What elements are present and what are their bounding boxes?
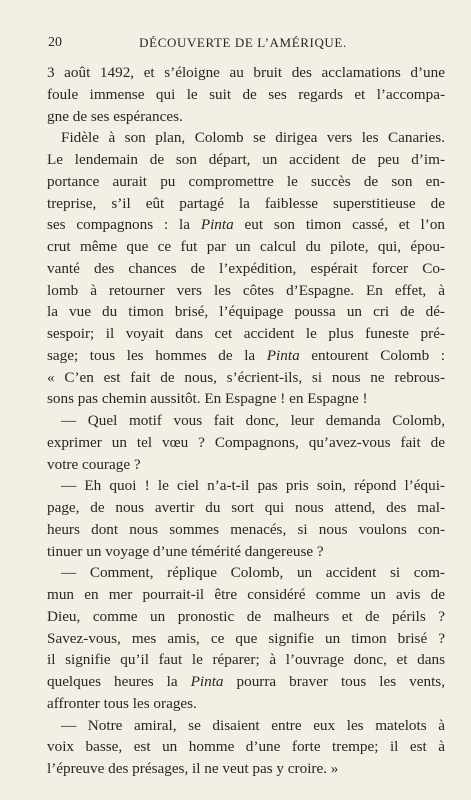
text-line: « C’en est fait de nous, s’écrient-ils, si nous ne rebrous- — [47, 368, 445, 386]
text-line: exprimer un tel vœu ? Compagnons, qu’avez-vous fait de — [47, 433, 445, 451]
text-line: sons pas chemin aussitôt. En Espagne ! en Espagne ! — [47, 390, 368, 408]
text-line: ses compagnons : la Pinta eut son timon cassé, et l’on — [47, 216, 445, 234]
text-line: Dieu, comme un pronostic de malheurs et de périls ? — [47, 607, 445, 625]
text-line: 3 août 1492, et s’éloigne au bruit des acclamations d’une — [47, 64, 445, 81]
text-line: heurs dont nous sommes menacés, si nous voulons con- — [47, 520, 445, 538]
text-line: crut même que ce fut par un calcul du pilote, qui, épou- — [47, 238, 445, 255]
text-line: treprise, s’il eût partagé la faiblesse superstitieuse de — [47, 194, 445, 212]
text-line: la vue du timon brisé, l’équipage poussa un cri de dé- — [47, 303, 445, 321]
text-line: mun en mer pourrait-il être considéré comme un avis de — [47, 586, 445, 603]
text-line: portance aurait pu compromettre le succès de son en- — [47, 172, 445, 190]
text-line: affronter tous les orages. — [47, 694, 197, 712]
text-line: votre courage ? — [47, 455, 141, 473]
text-line: Fidèle à son plan, Colomb se dirigea vers les Canaries. — [61, 129, 445, 147]
text-line: — Eh quoi ! le ciel n’a-t-il pas pris soin, répond l’équi- — [61, 477, 445, 495]
text-line: gne de ses espérances. — [47, 107, 183, 125]
text-line: — Comment, réplique Colomb, un accident si com- — [61, 564, 445, 582]
text-line: il signifie qu’il faut le réparer; à l’ouvrage donc, et dans — [47, 651, 445, 669]
text-line: quelques heures la Pinta pourra braver tous les vents, — [47, 673, 445, 690]
text-line: l’épreuve des présages, il ne veut pas y croire. » — [47, 760, 339, 777]
text-line: voix basse, est un homme d’une forte trempe; il est à — [47, 738, 445, 756]
text-line: tinuer un voyage d’une témérité dangereuse ? — [47, 542, 324, 560]
body-text — [47, 62, 445, 780]
text-line: sage; tous les hommes de la Pinta entourent Colomb : — [47, 346, 445, 364]
text-line: Savez-vous, mes amis, ce que signifie un timon brisé ? — [47, 629, 445, 647]
text-line: foule immense qui le suit de ses regards et l’accompa- — [47, 85, 445, 103]
page-number: 20 — [48, 35, 62, 50]
page-header — [38, 34, 448, 52]
running-title: DÉCOUVERTE DE L’AMÉRIQUE. — [139, 35, 347, 50]
text-line: — Quel motif vous fait donc, leur demanda Colomb, — [61, 412, 445, 429]
text-line: sespoir; il voyait dans cet accident le plus funeste pré- — [47, 325, 445, 342]
text-line: — Notre amiral, se disaient entre eux les matelots à — [61, 716, 445, 734]
text-line: vanté des chances de l’expédition, espérait forcer Co- — [47, 259, 445, 277]
text-line: Le lendemain de son départ, un accident de peu d’im- — [47, 151, 445, 168]
text-line: page, de nous avertir du sort qui nous attend, des mal- — [47, 499, 445, 516]
text-line: lomb à retourner vers les côtes d’Espagne. En effet, à — [47, 281, 445, 299]
